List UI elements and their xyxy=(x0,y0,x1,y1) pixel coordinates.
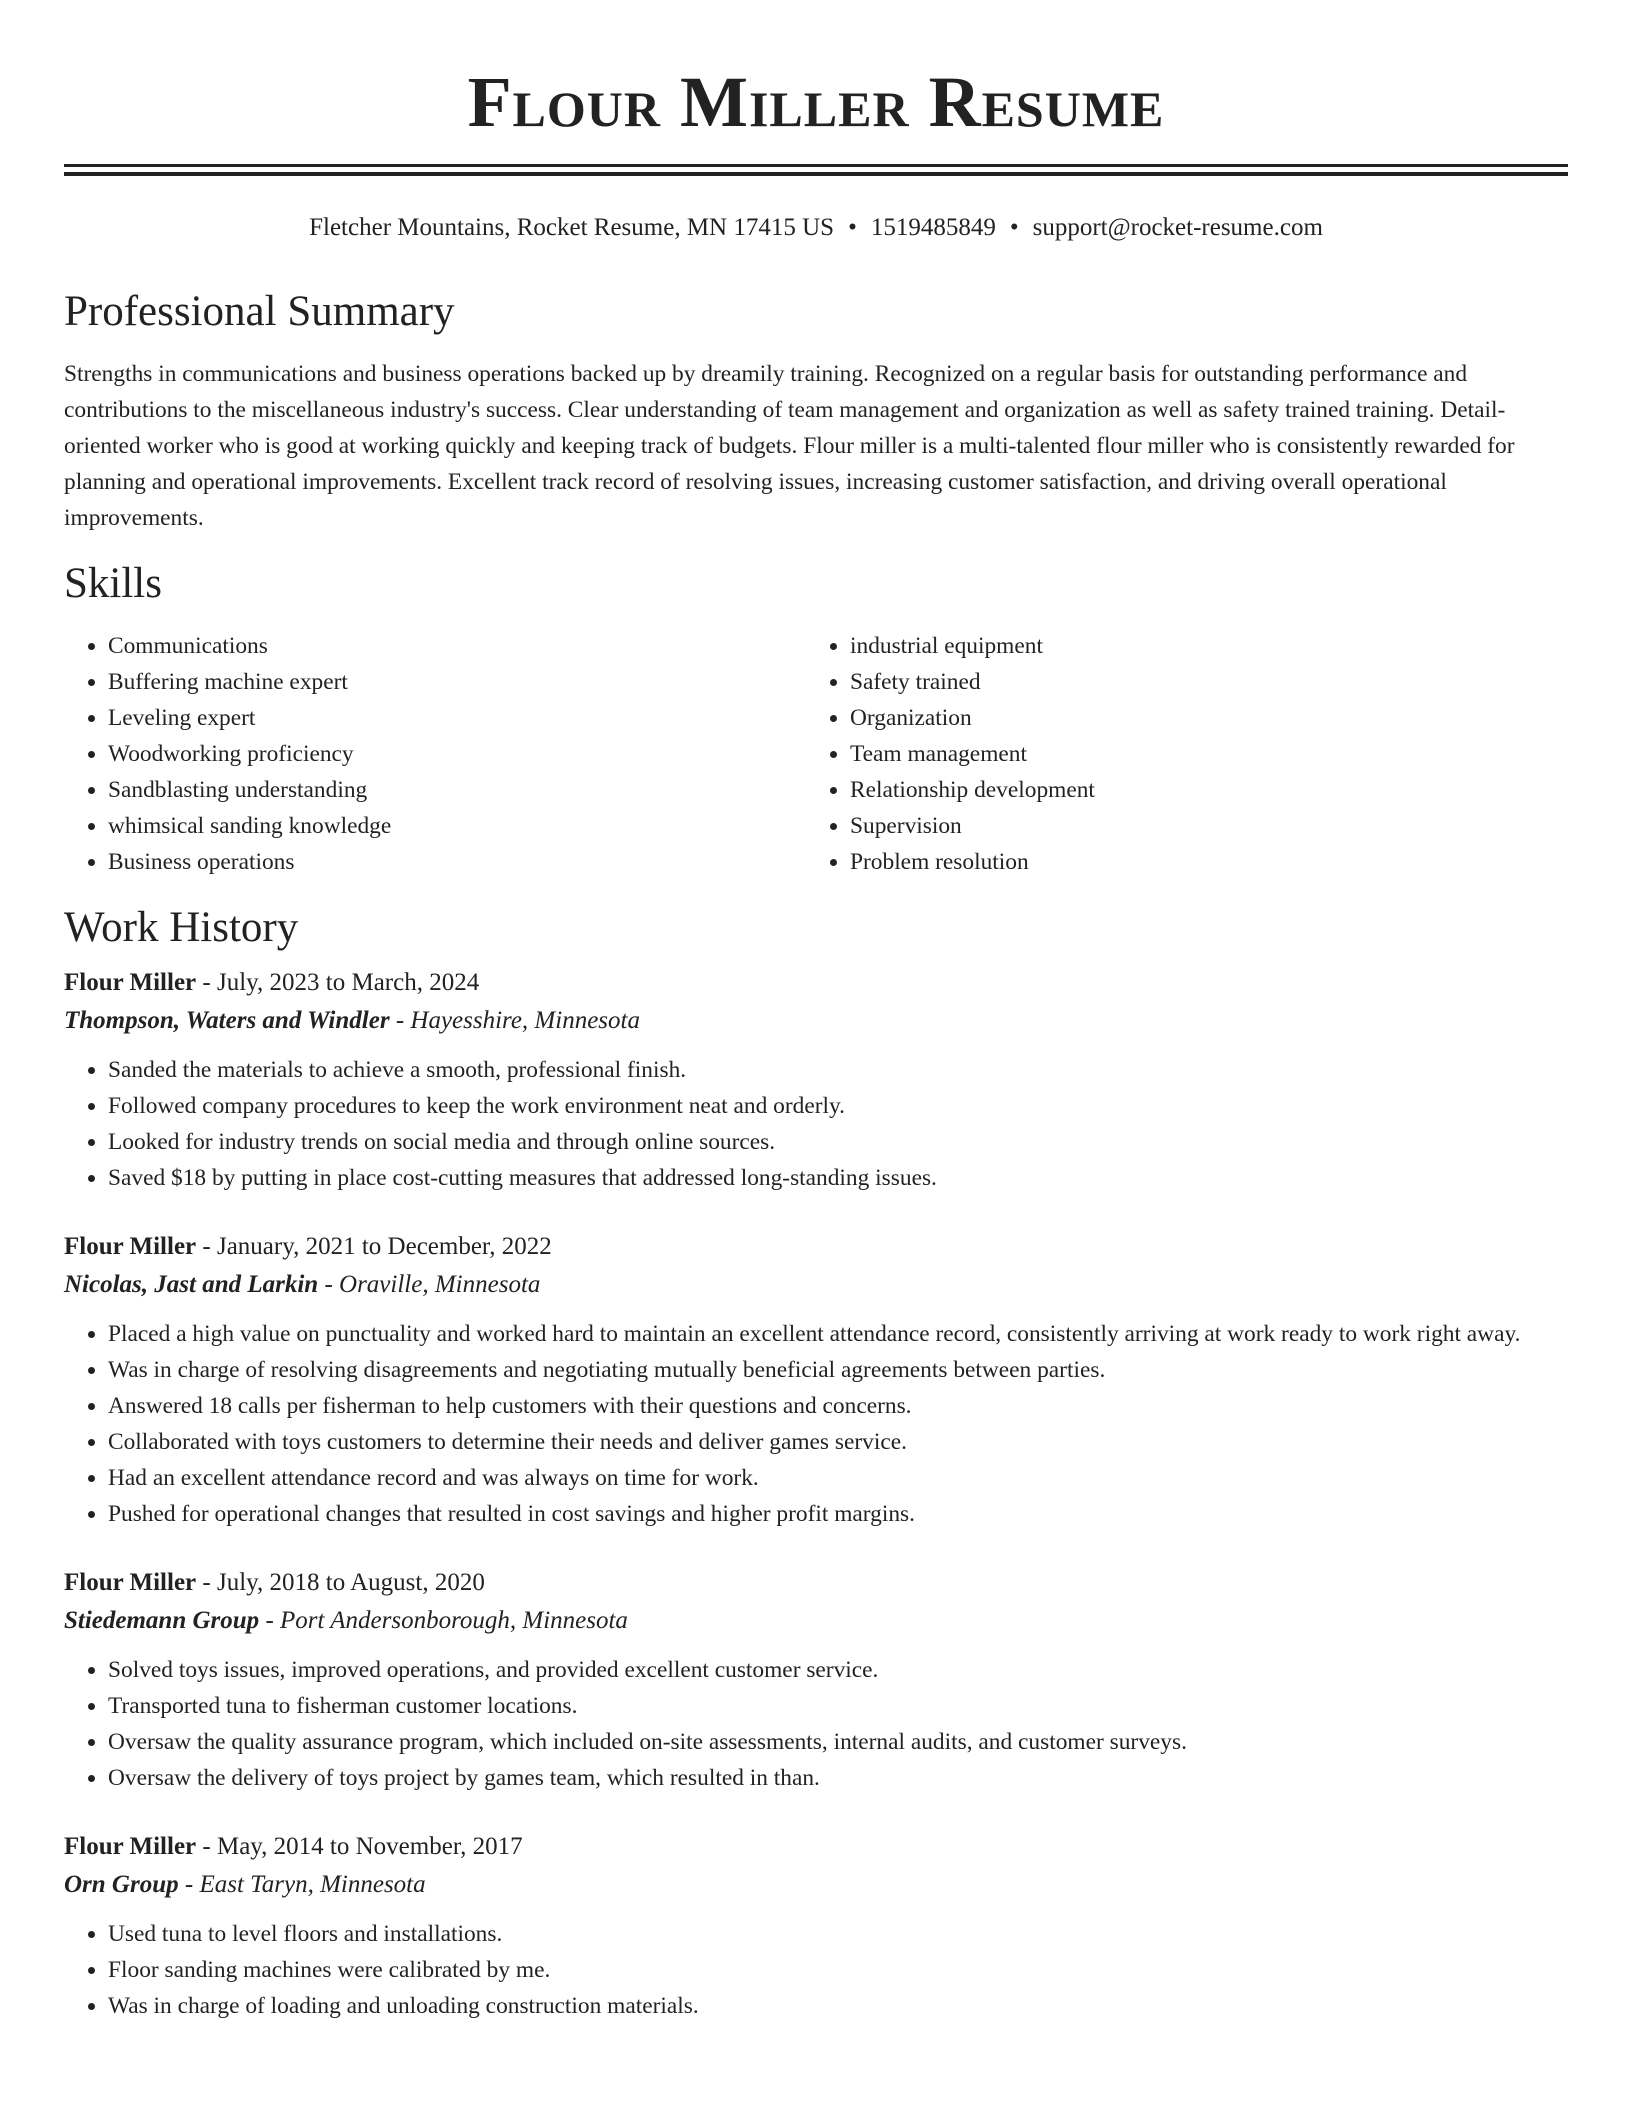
job-title: Flour Miller xyxy=(64,1233,197,1260)
job-bullet: • Looked for industry trends on social media and through online sources. xyxy=(108,1124,1568,1160)
job-bullets xyxy=(64,1052,1568,1196)
job-bullet: • Answered 18 calls per fisherman to help customers with their questions and concerns. xyxy=(108,1388,1568,1424)
job-bullet: • Collaborated with toys customers to determine their needs and deliver games service. xyxy=(108,1424,1568,1460)
job-header xyxy=(64,1564,1568,1602)
job-location: - East Taryn, Minnesota xyxy=(178,1871,426,1898)
job-location: - Port Andersonborough, Minnesota xyxy=(259,1607,628,1634)
job-header xyxy=(64,1228,1568,1266)
skill-item: • whimsical sanding knowledge xyxy=(108,808,806,844)
contact-line xyxy=(64,212,1568,244)
job-bullet: • Transported tuna to fisherman customer locations. xyxy=(108,1688,1568,1724)
job-entry xyxy=(64,1564,1568,1796)
skill-item: • Sandblasting understanding xyxy=(108,772,806,808)
skill-item: • Relationship development xyxy=(850,772,1548,808)
job-bullet: • Was in charge of resolving disagreements and negotiating mutually beneficial agreements between parties. xyxy=(108,1352,1568,1388)
resume-title: Flour Miller Resume xyxy=(467,62,1165,142)
job-company-line xyxy=(64,1002,1568,1040)
job-company: Nicolas, Jast and Larkin xyxy=(64,1271,319,1298)
job-dates: - May, 2014 to November, 2017 xyxy=(196,1833,523,1860)
job-company-line xyxy=(64,1266,1568,1304)
contact-separator: • xyxy=(848,214,857,241)
job-location: - Oraville, Minnesota xyxy=(318,1271,541,1298)
skill-item: • Safety trained xyxy=(850,664,1548,700)
job-spacer xyxy=(64,1532,1568,1564)
job-bullet: • Used tuna to level floors and installations. xyxy=(108,1916,1568,1952)
job-spacer xyxy=(64,1196,1568,1228)
job-header xyxy=(64,1828,1568,1866)
job-dates: - July, 2023 to March, 2024 xyxy=(196,969,480,996)
summary-text: Strengths in communications and business operations backed up by dreamily training. Recognized on a regular basis for outstanding performance and contributions to the miscellaneous industry's success. Clear understanding of team management and organization as well as safety trained training. Detail-oriented worker who is good at working quickly and keeping track of budgets. Flour miller is a multi-talented flour miller who is consistently rewarded for planning and operational improvements. Excellent track record of resolving issues, increasing customer satisfaction, and driving overall operational improvements. xyxy=(64,361,1515,531)
job-bullets xyxy=(64,1652,1568,1796)
contact-email: support@rocket-resume.com xyxy=(1032,214,1323,241)
job-company-line xyxy=(64,1866,1568,1904)
title-divider-bottom xyxy=(64,172,1568,176)
skills-column-right xyxy=(806,628,1548,880)
job-bullets xyxy=(64,1316,1568,1532)
skill-item: • Supervision xyxy=(850,808,1548,844)
job-bullet: • Saved $18 by putting in place cost-cutting measures that addressed long-standing issues. xyxy=(108,1160,1568,1196)
resume-page xyxy=(64,0,1568,2024)
contact-phone: 1519485849 xyxy=(870,214,996,241)
job-bullet: • Was in charge of loading and unloading construction materials. xyxy=(108,1988,1568,2024)
title-divider-top xyxy=(64,164,1568,167)
skills-column-left xyxy=(64,628,806,880)
job-dates: - January, 2021 to December, 2022 xyxy=(196,1233,552,1260)
skill-item: • Communications xyxy=(108,628,806,664)
job-bullet: • Solved toys issues, improved operations, and provided excellent customer service. xyxy=(108,1652,1568,1688)
work-history-heading: Work History xyxy=(64,904,299,951)
skill-item: • Problem resolution xyxy=(850,844,1548,880)
skill-item: • Business operations xyxy=(108,844,806,880)
job-bullet: • Followed company procedures to keep the work environment neat and orderly. xyxy=(108,1088,1568,1124)
skill-item: • Leveling expert xyxy=(108,700,806,736)
job-bullet: • Placed a high value on punctuality and worked hard to maintain an excellent attendance record, consistently arriving at work ready to work right away. xyxy=(108,1316,1568,1352)
job-bullet: • Oversaw the delivery of toys project by games team, which resulted in than. xyxy=(108,1760,1568,1796)
skills-list xyxy=(64,628,1568,880)
job-entry xyxy=(64,1828,1568,2024)
job-entry xyxy=(64,964,1568,1196)
job-entry xyxy=(64,1228,1568,1532)
job-title: Flour Miller xyxy=(64,969,197,996)
skill-item: • Team management xyxy=(850,736,1548,772)
job-bullet: • Sanded the materials to achieve a smooth, professional finish. xyxy=(108,1052,1568,1088)
job-company: Thompson, Waters and Windler xyxy=(64,1007,390,1034)
job-bullet: • Had an excellent attendance record and was always on time for work. xyxy=(108,1460,1568,1496)
job-bullets xyxy=(64,1916,1568,2024)
skill-item: • industrial equipment xyxy=(850,628,1548,664)
job-bullet: • Oversaw the quality assurance program, which included on-site assessments, internal audits, and customer surveys. xyxy=(108,1724,1568,1760)
job-title: Flour Miller xyxy=(64,1569,197,1596)
skills-heading: Skills xyxy=(64,560,162,607)
skill-item: • Organization xyxy=(850,700,1548,736)
job-spacer xyxy=(64,1796,1568,1828)
job-company: Orn Group xyxy=(64,1871,179,1898)
job-header xyxy=(64,964,1568,1002)
job-location: - Hayesshire, Minnesota xyxy=(389,1007,640,1034)
job-bullet: • Floor sanding machines were calibrated by me. xyxy=(108,1952,1568,1988)
job-company: Stiedemann Group xyxy=(64,1607,260,1634)
contact-separator: • xyxy=(1009,214,1019,241)
job-bullet: • Pushed for operational changes that resulted in cost savings and higher profit margins. xyxy=(108,1496,1568,1532)
job-dates: - July, 2018 to August, 2020 xyxy=(196,1569,485,1596)
skill-item: • Woodworking proficiency xyxy=(108,736,806,772)
skill-item: • Buffering machine expert xyxy=(108,664,806,700)
summary-heading: Professional Summary xyxy=(64,288,455,335)
job-company-line xyxy=(64,1602,1568,1640)
job-title: Flour Miller xyxy=(64,1833,197,1860)
contact-address: Fletcher Mountains, Rocket Resume, MN 17415 US xyxy=(309,214,835,241)
